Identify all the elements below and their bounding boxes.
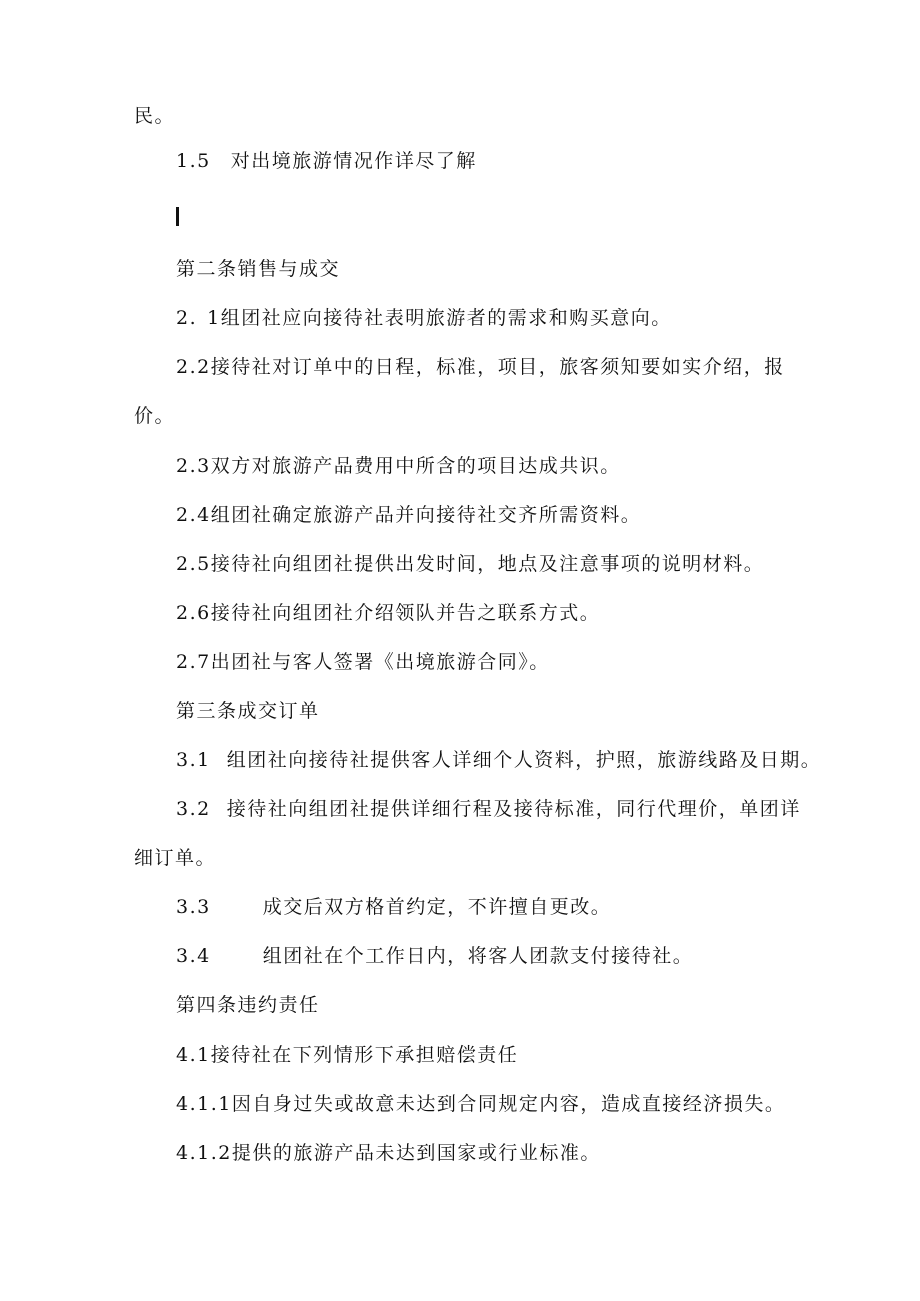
clause-3-2 xyxy=(176,797,801,821)
clause-2-1 xyxy=(176,306,672,330)
clause-2-2-continuation: 价。 xyxy=(134,405,176,427)
clause-text: 组团社向接待社提供客人详细个人资料，护照，旅游线路及日期。 xyxy=(226,749,822,771)
clause-4-1: 4.1接待社在下列情形下承担赔偿责任 xyxy=(176,1044,519,1066)
clause-1-5 xyxy=(176,149,477,173)
clause-2-6: 2.6接待社向组团社介绍领队并告之联系方式。 xyxy=(176,602,601,624)
clause-text: 1组团社应向接待社表明旅游者的需求和购买意向。 xyxy=(207,307,672,329)
clause-number: 1.5 xyxy=(176,150,211,172)
section-heading-4: 第四条违约责任 xyxy=(176,994,320,1016)
clause-2-3: 2.3双方对旅游产品费用中所含的项目达成共识。 xyxy=(176,455,621,477)
text-cursor-bar xyxy=(176,207,179,226)
clause-3-4 xyxy=(176,944,693,968)
clause-3-2-continuation: 细订单。 xyxy=(134,847,217,869)
clause-number: 3.3 xyxy=(176,896,211,918)
clause-2-2: 2.2接待社对订单中的日程，标准，项目，旅客须知要如实介绍，报 xyxy=(176,356,785,378)
clause-4-1-2: 4.1.2提供的旅游产品未达到国家或行业标准。 xyxy=(176,1142,601,1164)
clause-2-5: 2.5接待社向组团社提供出发时间，地点及注意事项的说明材料。 xyxy=(176,553,765,575)
clause-2-4: 2.4组团社确定旅游产品并向接待社交齐所需资料。 xyxy=(176,504,642,526)
clause-number: 3.2 xyxy=(176,798,211,820)
clause-text: 组团社在个工作日内，将客人团款支付接待社。 xyxy=(262,945,694,967)
clause-2-7: 2.7出团社与客人签署《出境旅游合同》。 xyxy=(176,651,550,673)
clause-number: 2. xyxy=(176,307,198,329)
clause-4-1-1: 4.1.1因自身过失或故意未达到合同规定内容，造成直接经济损失。 xyxy=(176,1093,786,1115)
clause-text: 对出境旅游情况作详尽了解 xyxy=(230,150,477,172)
clause-number: 3.4 xyxy=(176,945,211,967)
clause-3-3 xyxy=(176,895,611,919)
section-heading-3: 第三条成交订单 xyxy=(176,700,320,722)
clause-text: 成交后双方格首约定，不许擅自更改。 xyxy=(262,896,612,918)
clause-text: 接待社向组团社提供详细行程及接待标准，同行代理价，单团详 xyxy=(226,798,801,820)
clause-number: 3.1 xyxy=(176,749,211,771)
clause-3-1 xyxy=(176,748,821,772)
section-heading-2: 第二条销售与成交 xyxy=(176,258,341,280)
continuation-text: 民。 xyxy=(134,105,176,127)
